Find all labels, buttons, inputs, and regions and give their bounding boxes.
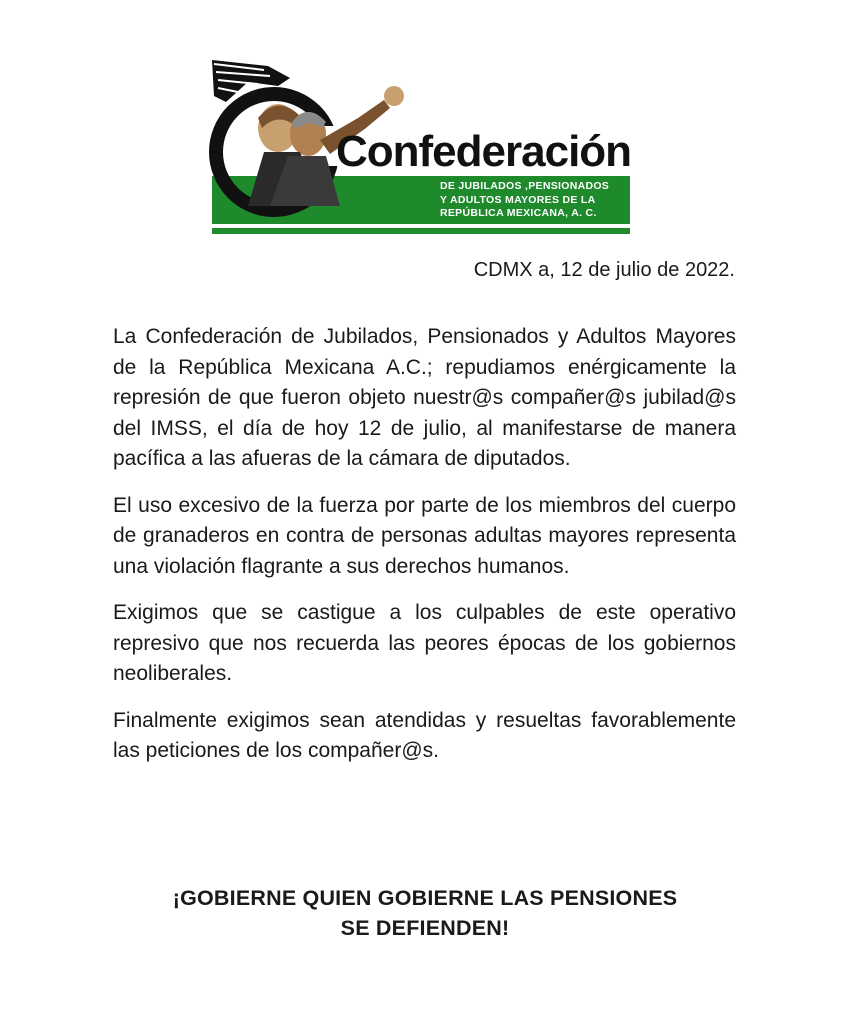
paragraph: Exigimos que se castigue a los culpables de este operativo represivo que nos recuerda las peores épocas de los gobiernos neoliberales. [113,601,736,685]
logo-subtitle-line: Y ADULTOS MAYORES DE LA [440,193,596,206]
logo-subtitle-line: REPÚBLICA MEXICANA, A. C. [440,207,597,219]
paragraph: La Confederación de Jubilados, Pensionados y Adultos Mayores de la República Mexicana A.C.; repudiamos enérgicamente la represión de que fueron objeto nuestr@s compañer@s jubilad@s del IMSS, el día de hoy 12 de julio, al manifestarse de manera pacífica a las afueras de la cámara de diputados. [113,325,736,470]
confederation-logo [208,56,638,238]
paragraph: Finalmente exigimos sean atendidas y resueltas favorablemente las peticiones de los compañer@s. [113,708,736,762]
logo-subtitle-line: DE JUBILADOS ,PENSIONADOS [440,180,610,192]
document-body [113,322,736,783]
logo-subtitle [440,180,630,221]
closing-slogan [90,883,760,943]
paragraph: El uso excesivo de la fuerza por parte de los miembros del cuerpo de granaderos en contra de personas adultas mayores representa una violación flagrante a sus derechos humanos. [113,493,736,578]
logo-title: Confederación [336,127,632,176]
slogan-line: SE DEFIENDEN! [340,916,510,940]
slogan-line: ¡GOBIERNE QUIEN GOBIERNE LAS PENSIONES [172,886,678,910]
place-date: CDMX a, 12 de julio de 2022. [473,259,735,281]
green-underline [212,228,630,234]
